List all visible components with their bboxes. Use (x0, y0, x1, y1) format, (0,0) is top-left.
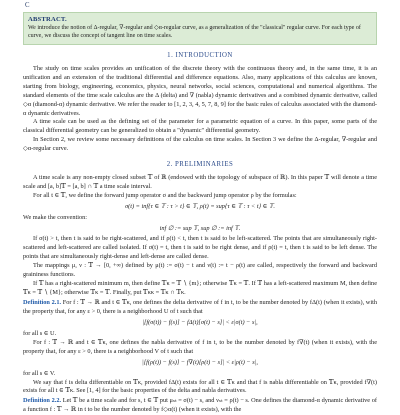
definition-2-2 (23, 397, 377, 415)
formula-convention: inf ∅ := sup 𝕋, sup ∅ := inf 𝕋. (159, 224, 241, 232)
prelim-paragraph-1: A time scale is any non-empty closed subset 𝕋 of ℝ (endowed with the topology of subspace of ℝ). In this paper 𝕋 will denote a time scale and [a, b]𝕋 = [a, b] ∩ 𝕋 a time scale interval. (23, 173, 377, 190)
formula-jump-operators: σ(t) = inf{τ ∈ 𝕋 : τ > t} ∈ 𝕋, ρ(t) = sup{τ ∈ 𝕋 : τ < t} ∈ 𝕋. (125, 202, 275, 210)
prelim-paragraph-3: We make the convention: (23, 213, 88, 221)
definition-2-1-text: For f : 𝕋 → ℝ and t ∈ 𝕋κ, one defines the delta derivative of f in t, to be the number denoted by fΔ(t) (when it exists), with the property that, for any ε > 0, there is a neighborhood U of t such that (23, 299, 378, 315)
for-all-u: for all s ∈ U. (23, 329, 57, 337)
formula-nabla-derivative: |[f(ρ(t)) − f(s)] − f∇(t)[ρ(t) − s]| < ε|ρ(t) − s|, (142, 358, 258, 366)
intro-paragraph-1: The study on time scales provides an unification of the discrete theory with the continuous theory and, in the same time, it is an unification and an extension of the traditional differential and difference equations. Also, many applications of this calculus are known, starting from biology, engineering, economics, physics, neural networks, social sciences, computational and numerical algorithms. The standard elements of the time scale calculus are the Δ (delta) and ∇ (nabla) dynamic derivatives and a combined dynamic derivative, called ◇α (diamond-α) dynamic derivative. We refer the reader to [1, 2, 3, 4, 5, 7, 8, 9] for the basic rules of calculus associated with the diamond-α dynamic derivatives. (23, 64, 377, 117)
differentiability-paragraph: We say that f is delta differentiable on 𝕋κ, provided fΔ(t) exists for all t ∈ 𝕋κ and that f is nabla differentiable on 𝕋κ, provided f∇(t) exists for all t ∈ 𝕋κ. See [1, 4] for the basic properties of the delta and nabla derivatives. (23, 378, 377, 395)
intro-paragraph-3: In Section 2, we review some necessary definitions of the calculus on time scales. In Section 3 we define the Δ-regular, ∇-regular and ◇α-regular curve. (23, 136, 377, 153)
running-header (25, 0, 377, 12)
definition-2-1-label: Definition 2.1. (23, 299, 62, 307)
abstract-title: ABSTRACT. (28, 16, 67, 23)
prelim-paragraph-5: The mappings μ, ν : 𝕋 → [0, +∞) defined by μ(t) := σ(t) − t and ν(t) := t − ρ(t) are called, respectively the forward and backward graininess functions. (23, 262, 377, 279)
paper-page (23, 0, 377, 415)
formula-delta-derivative: |[f(σ(t)) − f(s)] − fΔ(t)[σ(t) − s]| < ε|σ(t) − s|, (142, 318, 258, 326)
nabla-derivative-paragraph: For f : 𝕋 → ℝ and t ∈ 𝕋κ, one defines the nabla derivative of f in t, to be the number denoted by f∇(t) (when it exists), with the property that, for any ε > 0, there is a neighborhood V of t such that (23, 338, 377, 355)
prelim-paragraph-6: If 𝕋 has a right-scattered minimum m, then define 𝕋κ = 𝕋 ∖ {m}; otherwise 𝕋κ = 𝕋. If 𝕋 has a left-scattered maximum M, then define 𝕋κ = 𝕋 ∖ {M}; otherwise 𝕋κ = 𝕋. Finally, put 𝕋κκ = 𝕋κ ∩ 𝕋κ. (23, 280, 377, 297)
prelim-paragraph-4: If σ(t) > t, then t is said to be right-scattered, and if ρ(t) < t, then t is said to be left-scattered. The points that are simultaneously right-scattered and left-scattered are called isolated. If σ(t) = t, then t is said to be right dense, and if ρ(t) = t, then t is said to be left dense. The points that are simultaneously right-dense and left-dense are called dense. (23, 235, 377, 261)
for-all-v: for all s ∈ V. (23, 369, 56, 377)
section-title-preliminaries: 2. PRELIMINARIES (166, 161, 234, 169)
intro-paragraph-2: A time scale can be used as the defining set of the parameter for a parametric equation of a curve. In this paper, some parts of the classical differential geometry can be generalized to obtain a "dynamic" differential geometry. (23, 118, 377, 135)
definition-2-1 (23, 299, 377, 317)
abstract-text: We introduce the notion of Δ-regular, ∇-regular and ◇α-regular curve, as a generalization of the "classical" regular curve. For each type of curve, we discuss the concept of tangent line on time scales. (28, 25, 361, 40)
definition-2-2-label: Definition 2.2. (23, 397, 62, 405)
prelim-paragraph-2: For all t ∈ 𝕋, we define the forward jump operator σ and the backward jump operator ρ by the formulas: (33, 191, 297, 199)
abstract-box (23, 12, 377, 45)
definition-2-2-text: Let 𝕋 be a time scale and for s, t ∈ 𝕋 put μₛₜ = σ(t) − s, and νₛₜ = ρ(t) − s. One defines the diamond-α dynamic derivative of a function f : 𝕋 → ℝ in t to be the number denoted by f◇α(t) (when it exists), with the (23, 397, 377, 414)
header-mark: C (25, 2, 30, 9)
section-title-introduction: 1. INTRODUCTION (167, 52, 233, 60)
